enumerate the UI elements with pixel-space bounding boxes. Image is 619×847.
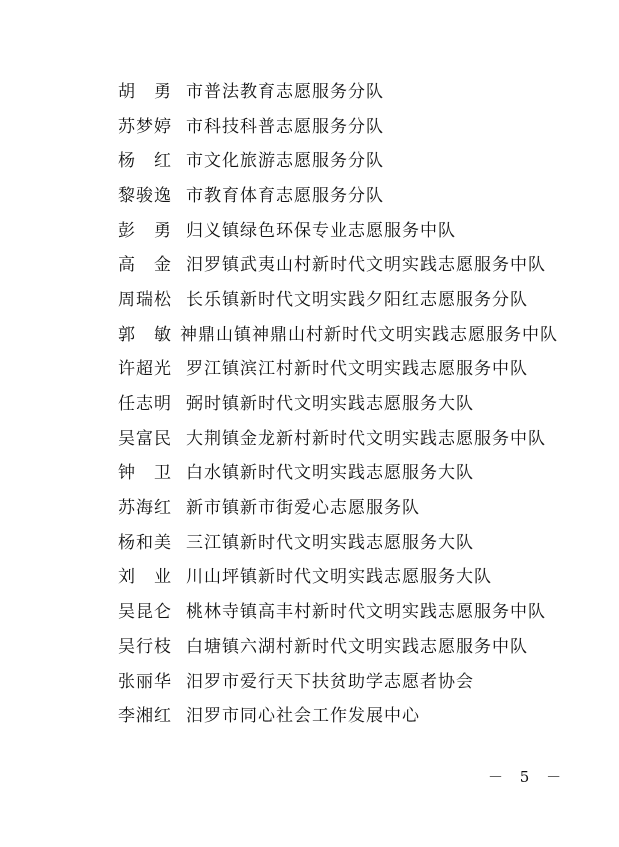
organization-name: 桃林寺镇高丰村新时代文明实践志愿服务中队 xyxy=(186,602,546,623)
list-item xyxy=(118,592,558,627)
list-item xyxy=(118,176,558,211)
list-item xyxy=(118,419,558,454)
person-name: 钟 卫 xyxy=(118,463,172,484)
person-name: 吴昆仑 xyxy=(118,602,172,623)
person-name: 黎骏逸 xyxy=(118,185,172,206)
person-name: 苏梦婷 xyxy=(118,116,172,137)
list-item xyxy=(118,245,558,280)
person-name: 任志明 xyxy=(118,394,172,415)
list-item xyxy=(118,350,558,385)
organization-name: 汨罗镇武夷山村新时代文明实践志愿服务中队 xyxy=(186,255,546,276)
organization-name: 市科技科普志愿服务分队 xyxy=(186,116,384,137)
list-item xyxy=(118,662,558,697)
list-item xyxy=(118,280,558,315)
list-item xyxy=(118,315,558,350)
organization-name: 长乐镇新时代文明实践夕阳红志愿服务分队 xyxy=(186,289,528,310)
list-item xyxy=(118,141,558,176)
organization-name: 市教育体育志愿服务分队 xyxy=(186,185,384,206)
person-name: 高 金 xyxy=(118,255,172,276)
page-number: － 5 － xyxy=(488,768,568,786)
organization-name: 白塘镇六湖村新时代文明实践志愿服务中队 xyxy=(186,636,528,657)
person-name: 周瑞松 xyxy=(118,289,172,310)
person-name: 刘 业 xyxy=(118,567,172,588)
organization-name: 弼时镇新时代文明实践志愿服务大队 xyxy=(186,394,474,415)
organization-name: 罗江镇滨江村新时代文明实践志愿服务中队 xyxy=(186,359,528,380)
organization-name: 神鼎山镇神鼎山村新时代文明实践志愿服务中队 xyxy=(180,324,558,345)
person-name: 杨 红 xyxy=(118,151,172,172)
list-item xyxy=(118,211,558,246)
person-name: 张丽华 xyxy=(118,671,172,692)
organization-name: 白水镇新时代文明实践志愿服务大队 xyxy=(186,463,474,484)
list-item xyxy=(118,558,558,593)
list-item xyxy=(118,627,558,662)
organization-name: 市文化旅游志愿服务分队 xyxy=(186,151,384,172)
person-name: 苏海红 xyxy=(118,498,172,519)
list-item xyxy=(118,384,558,419)
organization-name: 川山坪镇新时代文明实践志愿服务大队 xyxy=(186,567,492,588)
person-name: 胡 勇 xyxy=(118,81,172,102)
person-name: 彭 勇 xyxy=(118,220,172,241)
list-item xyxy=(118,107,558,142)
person-name: 郭 敏 xyxy=(118,324,172,345)
person-name: 许超光 xyxy=(118,359,172,380)
person-name: 吴行枝 xyxy=(118,636,172,657)
list-item xyxy=(118,523,558,558)
organization-name: 汨罗市同心社会工作发展中心 xyxy=(186,706,420,727)
organization-name: 汨罗市爱行天下扶贫助学志愿者协会 xyxy=(186,671,474,692)
person-name: 李湘红 xyxy=(118,706,172,727)
person-name: 杨和美 xyxy=(118,532,172,553)
list-item xyxy=(118,454,558,489)
organization-name: 市普法教育志愿服务分队 xyxy=(186,81,384,102)
person-name: 吴富民 xyxy=(118,428,172,449)
organization-name: 新市镇新市街爱心志愿服务队 xyxy=(186,498,420,519)
list-item xyxy=(118,72,558,107)
list-item xyxy=(118,696,558,731)
organization-name: 三江镇新时代文明实践志愿服务大队 xyxy=(186,532,474,553)
organization-name: 归义镇绿色环保专业志愿服务中队 xyxy=(186,220,456,241)
organization-name: 大荆镇金龙新村新时代文明实践志愿服务中队 xyxy=(186,428,546,449)
honoree-list xyxy=(118,72,558,731)
list-item xyxy=(118,488,558,523)
